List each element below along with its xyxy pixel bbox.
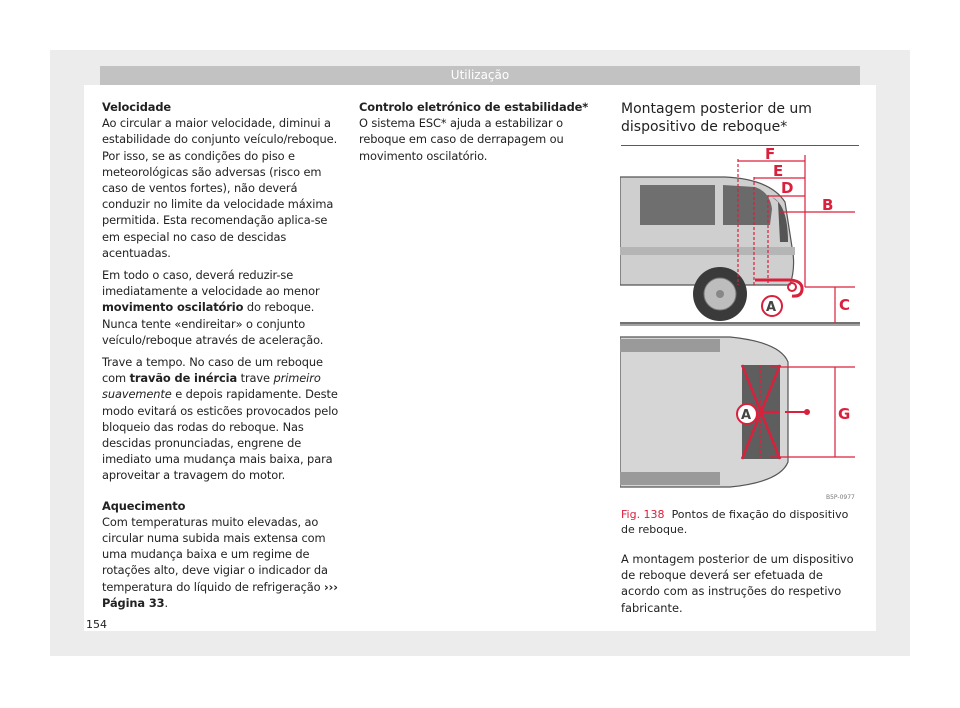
page-reference-link[interactable]: Página 33 (102, 595, 165, 610)
svg-text:A: A (741, 408, 752, 423)
page-reference-arrow: ››› (324, 579, 338, 594)
paragraph-speed: Ao circular a maior velocidade, diminui a estabilidade do conjunto veículo/reboque. Por isso, se as condições do piso e meteorológicas são adversas (risco em caso de ventos fortes), não deverá conduzir no limite da velocidade máxima permitida. Esta recomendação aplica-se em especial no caso de descidas acentuadas. (102, 116, 338, 260)
svg-text:F: F (765, 147, 776, 163)
figure-number: Fig. 138 (621, 508, 665, 521)
section-title: Montagem posterior de um dispositivo de reboque* (621, 100, 859, 146)
car-side-view (620, 147, 860, 324)
towbar-figure (620, 147, 860, 503)
paragraph-reduce: Em todo o caso, deverá reduzir-se imediatamente a velocidade ao menor movimento oscilatório do reboque. Nunca tente «endireitar» o conjunto veículo/reboque através de aceleração. (102, 268, 324, 347)
heading-heating: Aquecimento (102, 498, 186, 513)
paragraph-heating: Com temperaturas muito elevadas, ao circular numa subida mais extensa com uma mudança baixa e um regime de rotações alto, deve vigiar o indicador da temperatura do líquido de refrigeração ››› Página 33. (102, 514, 338, 610)
figure-caption (621, 508, 859, 537)
svg-text:B: B (822, 196, 834, 214)
paragraph-esc: O sistema ESC* ajuda a estabilizar o reboque em caso de derrapagem ou movimento oscilatório. (359, 116, 564, 163)
heading-esc: Controlo eletrónico de estabilidade* (359, 100, 589, 114)
svg-text:G: G (838, 405, 851, 423)
svg-text:C: C (839, 296, 851, 314)
paragraph-mounting: A montagem posterior de um dispositivo de reboque deverá ser efetuada de acordo com as instruções do respetivo fabricante. (621, 552, 854, 615)
chapter-header: Utilização (100, 66, 860, 85)
svg-text:E: E (773, 162, 784, 180)
figure-caption-text: Pontos de fixação do dispositivo de reboque. (621, 508, 849, 536)
svg-text:B5P-0977: B5P-0977 (826, 494, 855, 501)
heading-speed: Velocidade (102, 100, 172, 114)
svg-text:D: D (781, 179, 794, 197)
svg-text:A: A (766, 300, 777, 315)
column-middle (359, 99, 601, 170)
page-number: 154 (86, 618, 107, 631)
column-left (102, 99, 344, 617)
paragraph-brake: Trave a tempo. No caso de um reboque com travão de inércia trave primeiro suavemente e depois rapidamente. Deste modo evitará os esticões provocados pelo bloqueio das rodas do reboque. Nas descidas pronunciadas, engrene de imediato uma mudança mais baixa, para aproveitar a travagem do motor. (102, 355, 339, 483)
